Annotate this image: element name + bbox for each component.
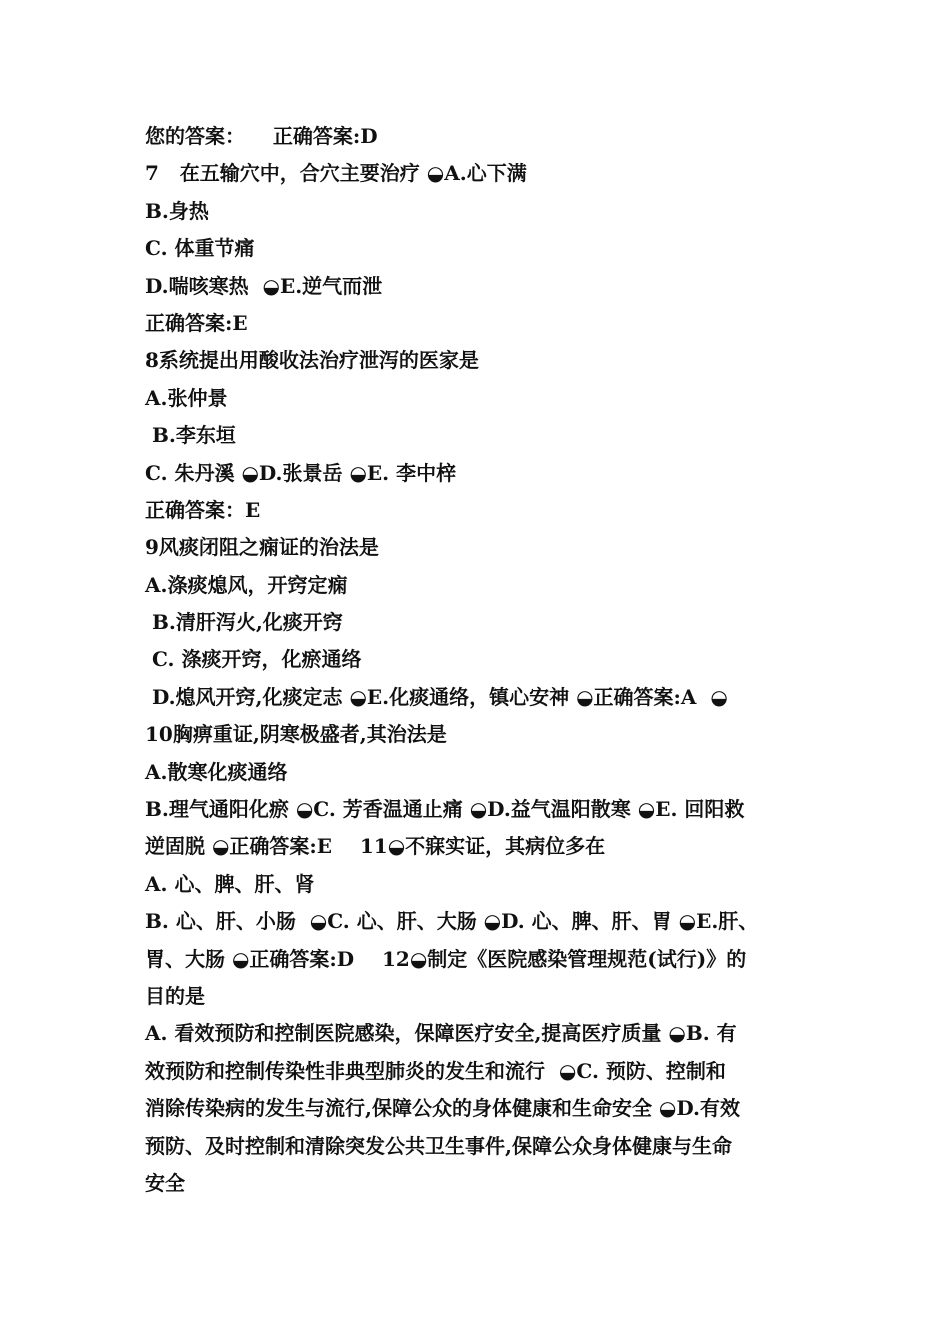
text-line: A.散寒化痰通络	[145, 759, 288, 784]
text-line: 安全	[145, 1170, 185, 1195]
text-line: C. 朱丹溪 ◒D.张景岳 ◒E. 李中梓	[145, 460, 457, 485]
text-line: A.张仲景	[145, 385, 228, 410]
text-line: C. 体重节痛	[145, 236, 255, 261]
text-line: 胃、大肠 ◒正确答案:D 12◒制定《医院感染管理规范(试行)》的	[145, 946, 747, 971]
text-line: B.清肝泻火,化痰开窍	[145, 610, 343, 635]
text-line: 预防、及时控制和清除突发公共卫生事件,保障公众身体健康与生命	[145, 1133, 732, 1158]
text-line: B.身热	[145, 198, 209, 223]
text-line: C. 涤痰开窍，化瘀通络	[145, 647, 362, 672]
text-line: 8系统提出用酸收法治疗泄泻的医家是	[145, 348, 479, 373]
text-line: 逆固脱 ◒正确答案:E 11◒不寐实证，其病位多在	[145, 834, 606, 859]
text-line: B.理气通阳化瘀 ◒C. 芳香温通止痛 ◒D.益气温阳散寒 ◒E. 回阳救	[145, 797, 745, 822]
text-line: 效预防和控制传染性非典型肺炎的发生和流行 ◒C. 预防、控制和	[145, 1058, 726, 1083]
text-line: A.涤痰熄风，开窍定痫	[145, 572, 348, 597]
text-line: A. 心、脾、肝、肾	[145, 871, 315, 896]
text-line: 您的答案： 正确答案:D	[145, 124, 378, 148]
text-line: 目的是	[145, 983, 205, 1008]
text-line: 消除传染病的发生与流行,保障公众的身体健康和生命安全 ◒D.有效	[145, 1096, 740, 1121]
text-line: 7 在五输穴中，合穴主要治疗 ◒A.心下满	[145, 161, 527, 186]
text-line: 9风痰闭阻之痫证的治法是	[145, 535, 379, 560]
text-line: 10胸痹重证,阴寒极盛者,其治法是	[145, 722, 447, 747]
text-line: D.熄风开窍,化痰定志 ◒E.化痰通络，镇心安神 ◒正确答案:A ◒	[145, 684, 728, 709]
text-line: B. 心、肝、小肠 ◒C. 心、肝、大肠 ◒D. 心、脾、肝、胃 ◒E.肝、	[145, 909, 759, 934]
document-page	[145, 118, 810, 1202]
text-line: B.李东垣	[145, 423, 236, 448]
text-line: 正确答案:E	[145, 310, 248, 335]
text-line: A. 看效预防和控制医院感染，保障医疗安全,提高医疗质量 ◒B. 有	[145, 1021, 737, 1046]
text-line: D.喘咳寒热 ◒E.逆气而泄	[145, 273, 383, 298]
text-line: 正确答案：E	[145, 497, 261, 522]
